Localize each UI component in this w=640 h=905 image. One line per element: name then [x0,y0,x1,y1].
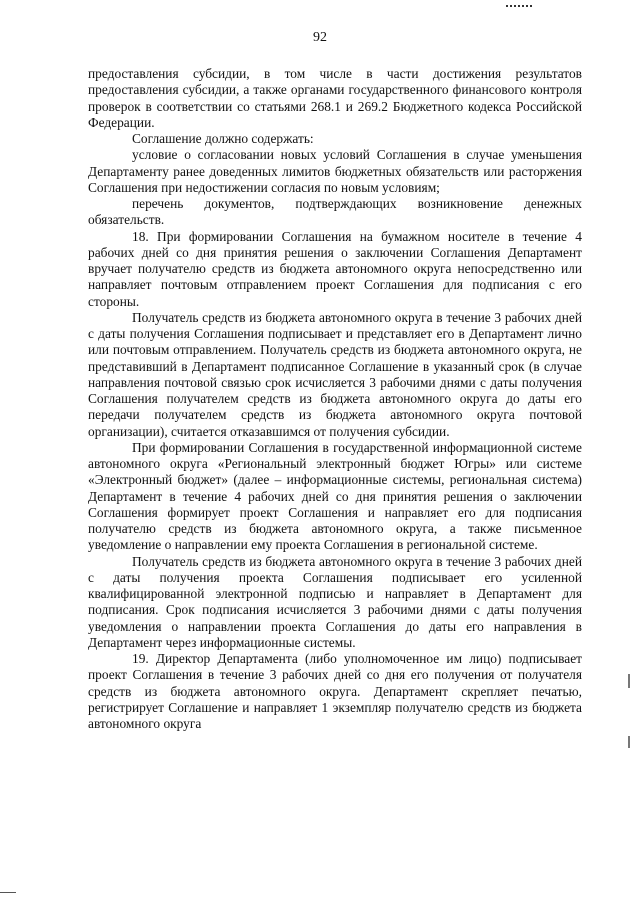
scan-edge-mark [628,736,630,748]
scan-bottom-mark [0,892,16,893]
corner-scan-mark [506,0,532,7]
paragraph: условие о согласовании новых условий Соглашения в случае уменьшения Департаменту ранее доведенных лимитов бюджетных обязательств или расторжения Соглашения при недостижении согласия по новым условиям; [88,147,582,195]
document-body [88,66,582,732]
paragraph: Получатель средств из бюджета автономного округа в течение 3 рабочих дней с даты получения Соглашения подписывает и представляет его в Департамент лично или почтовым отправлением. Получатель средств из бюджета автономного округа, не представивший в Департамент подписанное Соглашение в указанный срок (в случае направления почтовой связью срок исчисляется 3 рабочими днями с даты получения Соглашения получателем средств из бюджета автономного округа до даты его передачи получателем средств из бюджета автономного округа почтовой организации), считается отказавшимся от получения субсидии. [88,309,582,439]
scan-edge-mark [628,674,630,688]
paragraph: перечень документов, подтверждающих возникновение денежных обязательств. [88,196,582,228]
paragraph: Соглашение должно содержать: [132,131,314,146]
paragraph: 18. При формировании Соглашения на бумажном носителе в течение 4 рабочих дней со дня принятия решения о заключении Соглашения Департамент вручает получателю средств из бюджета автономного округа непосредственно или направляет почтовым отправлением проект Соглашения для подписания с его стороны. [88,228,582,309]
page-number: 92 [313,30,327,45]
paragraph: предоставления субсидии, в том числе в части достижения результатов предоставления субсидии, а также органами государственного финансового контроля проверок в соответствии со статьями 268.1 и 269.2 Бюджетного кодекса Российской Федерации. [88,66,582,130]
paragraph: 19. Директор Департамента (либо уполномоченное им лицо) подписывает проект Соглашения в течение 3 рабочих дней со дня его получения от получателя средств из бюджета автономного округа. Департамент скрепляет печатью, регистрирует Соглашение и направляет 1 экземпляр получателю средств из бюджета автономного округа [88,651,582,731]
paragraph: При формировании Соглашения в государственной информационной системе автономного округа «Региональный электронный бюджет Югры» или системе «Электронный бюджет» (далее – информационные системы, региональная система) Департамент в течение 4 рабочих дней со дня принятия решения о заключении Соглашения формирует проект Соглашения и направляет его для подписания получателю средств из бюджета автономного округа, а также письменное уведомление о направлении ему проекта Соглашения в региональной системе. [88,439,582,553]
paragraph: Получатель средств из бюджета автономного округа в течение 3 рабочих дней с даты получения проекта Соглашения подписывает его усиленной квалифицированной электронной подписью и направляет в Департамент для подписания. Срок подписания исчисляется 3 рабочими днями с даты получения уведомления о направлении проекта Соглашения до даты его направления в Департамент через информационные системы. [88,553,582,650]
